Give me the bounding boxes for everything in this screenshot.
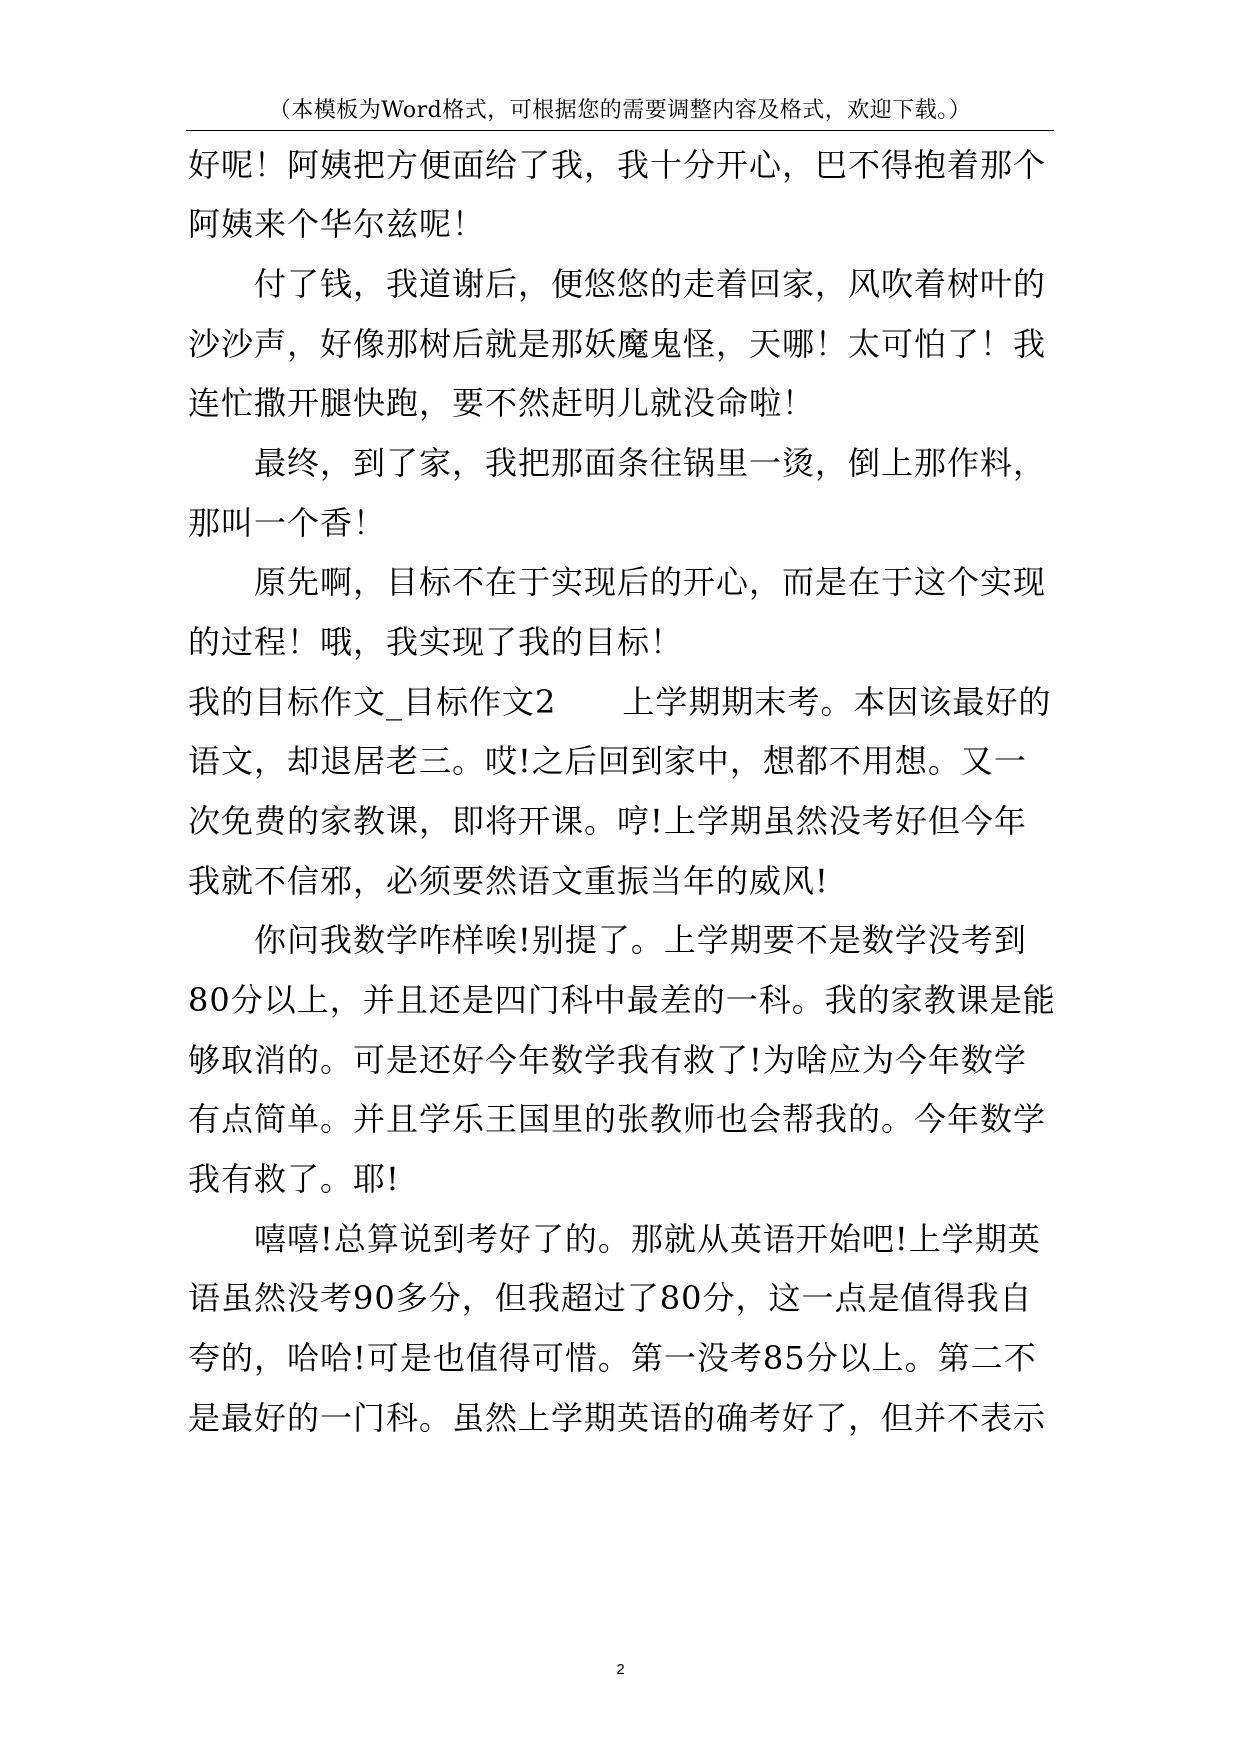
body-line: 我有救了。耶!	[188, 1160, 400, 1198]
body-line: 夸的，哈哈!可是也值得可惜。第一没考85分以上。第二不	[188, 1339, 1037, 1377]
page-number: 2	[616, 1661, 625, 1678]
body-line: 原先啊，目标不在于实现后的开心，而是在于这个实现	[254, 563, 1047, 601]
body-line: 够取消的。可是还好今年数学我有救了!为啥应为今年数学	[188, 1041, 1027, 1079]
template-header-note: （本模板为Word格式，可根据您的需要调整内容及格式，欢迎下载。）	[268, 98, 972, 123]
body-line: 我就不信邪，必须要然语文重振当年的威风!	[188, 862, 829, 900]
body-line: 语虽然没考90多分，但我超过了80分，这一点是值得我自	[188, 1279, 1033, 1317]
body-line: 阿姨来个华尔兹呢！	[188, 205, 486, 243]
body-line: 连忙撒开腿快跑，要不然赶明儿就没命啦！	[188, 384, 816, 422]
body-line: 是最好的一门科。虽然上学期英语的确考好了，但并不表示	[188, 1399, 1047, 1437]
body-line: 那叫一个香！	[188, 504, 387, 542]
body-line: 80分以上，并且还是四门科中最差的一科。我的家教课是能	[188, 981, 1056, 1019]
body-line: 次免费的家教课，即将开课。哼!上学期虽然没考好但今年	[188, 802, 1027, 840]
body-line: 语文，却退居老三。哎!之后回到家中，想都不用想。又一	[188, 742, 1027, 780]
body-line: 的过程！哦，我实现了我的目标！	[188, 623, 684, 661]
body-line: 嘻嘻!总算说到考好了的。那就从英语开始吧!上学期英	[254, 1220, 1041, 1258]
body-line: 我的目标作文_目标作文2 上学期期末考。本因该最好的	[188, 683, 1052, 721]
body-line: 最终，到了家，我把那面条往锅里一烫，倒上那作料，	[254, 444, 1047, 482]
body-line: 付了钱，我道谢后，便悠悠的走着回家，风吹着树叶的	[254, 265, 1047, 303]
header-divider	[186, 130, 1054, 131]
body-line: 有点简单。并且学乐王国里的张教师也会帮我的。今年数学	[188, 1100, 1047, 1138]
body-line: 好呢！阿姨把方便面给了我，我十分开心，巴不得抱着那个	[188, 146, 1047, 184]
body-line: 沙沙声，好像那树后就是那妖魔鬼怪，天哪！太可怕了！我	[188, 325, 1047, 363]
body-line: 你问我数学咋样唉!别提了。上学期要不是数学没考到	[254, 921, 1027, 959]
